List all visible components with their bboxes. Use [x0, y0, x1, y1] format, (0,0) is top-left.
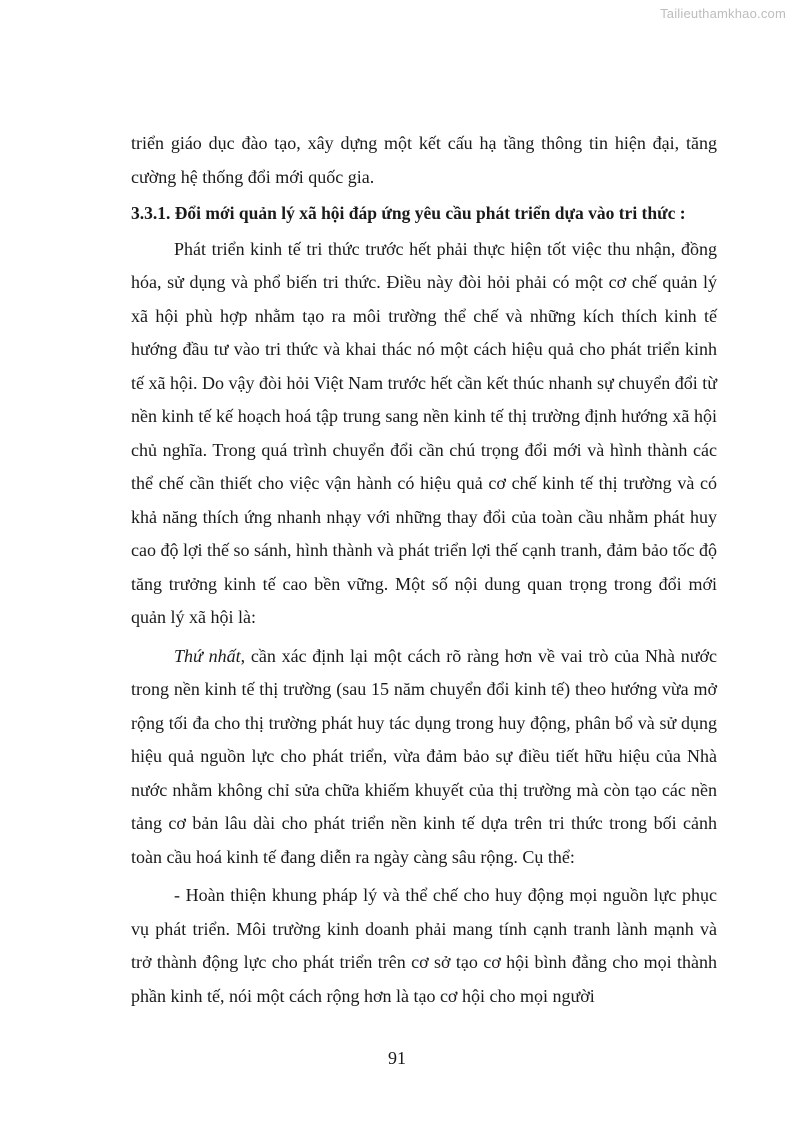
paragraph-2 — [131, 640, 717, 875]
paragraph-2-rest: , cần xác định lại một cách rõ ràng hơn về vai trò của Nhà nước trong nền kinh tế thị trường (sau 15 năm chuyển đổi kinh tế) theo hướng vừa mở rộng tối đa cho thị trường phát huy tác dụng trong huy động, phân bổ và sử dụng hiệu quả nguồn lực cho phát triển, vừa đảm bảo sự điều tiết hữu hiệu của Nhà nước nhằm không chỉ sửa chữa khiếm khuyết của thị trường mà còn tạo các nền tảng cơ bản lâu dài cho phát triển nền kinh tế dựa trên tri thức trong bối cảnh toàn cầu hoá kinh tế đang diễn ra ngày càng sâu rộng. Cụ thể: — [131, 645, 717, 867]
paragraph-1: Phát triển kinh tế tri thức trước hết phải thực hiện tốt việc thu nhận, đồng hóa, sử dụng và phổ biến tri thức. Điều này đòi hỏi phải có một cơ chế quản lý xã hội phù hợp nhằm tạo ra môi trường thể chế và những kích thích kinh tế hướng đầu tư vào tri thức và khai thác nó một cách hiệu quả cho phát triển kinh tế xã hội. Do vậy đòi hỏi Việt Nam trước hết cần kết thúc nhanh sự chuyển đổi từ nền kinh tế kế hoạch hoá tập trung sang nền kinh tế thị trường định hướng xã hội chủ nghĩa. Trong quá trình chuyển đổi cần chú trọng đổi mới và hình thành các thể chế cần thiết cho việc vận hành có hiệu quả cơ chế kinh tế thị trường và có khả năng thích ứng nhanh nhạy với những thay đổi của toàn cầu nhằm phát huy cao độ lợi thế so sánh, hình thành và phát triển lợi thế cạnh tranh, đảm bảo tốc độ tăng trưởng kinh tế cao bền vững. Một số nội dung quan trọng trong đổi mới quản lý xã hội là: — [131, 238, 717, 627]
paragraph-2-lead: Thứ nhất — [174, 645, 241, 666]
watermark: Tailieuthamkhao.com — [660, 6, 786, 21]
intro-paragraph: triển giáo dục đào tạo, xây dựng một kết cấu hạ tầng thông tin hiện đại, tăng cường hệ thống đổi mới quốc gia. — [131, 133, 717, 187]
document-body — [131, 127, 717, 1013]
section-heading: 3.3.1. Đổi mới quản lý xã hội đáp ứng yêu cầu phát triển dựa vào tri thức : — [131, 203, 686, 223]
paragraph-3: - Hoàn thiện khung pháp lý và thể chế cho huy động mọi nguồn lực phục vụ phát triển. Môi trường kinh doanh phải mang tính cạnh tranh lành mạnh và trở thành động lực cho phát triển trên cơ sở tạo cơ hội bình đẳng cho mọi thành phần kinh tế, nói một cách rộng hơn là tạo cơ hội cho mọi người — [131, 885, 717, 1006]
page-number: 91 — [388, 1048, 406, 1068]
